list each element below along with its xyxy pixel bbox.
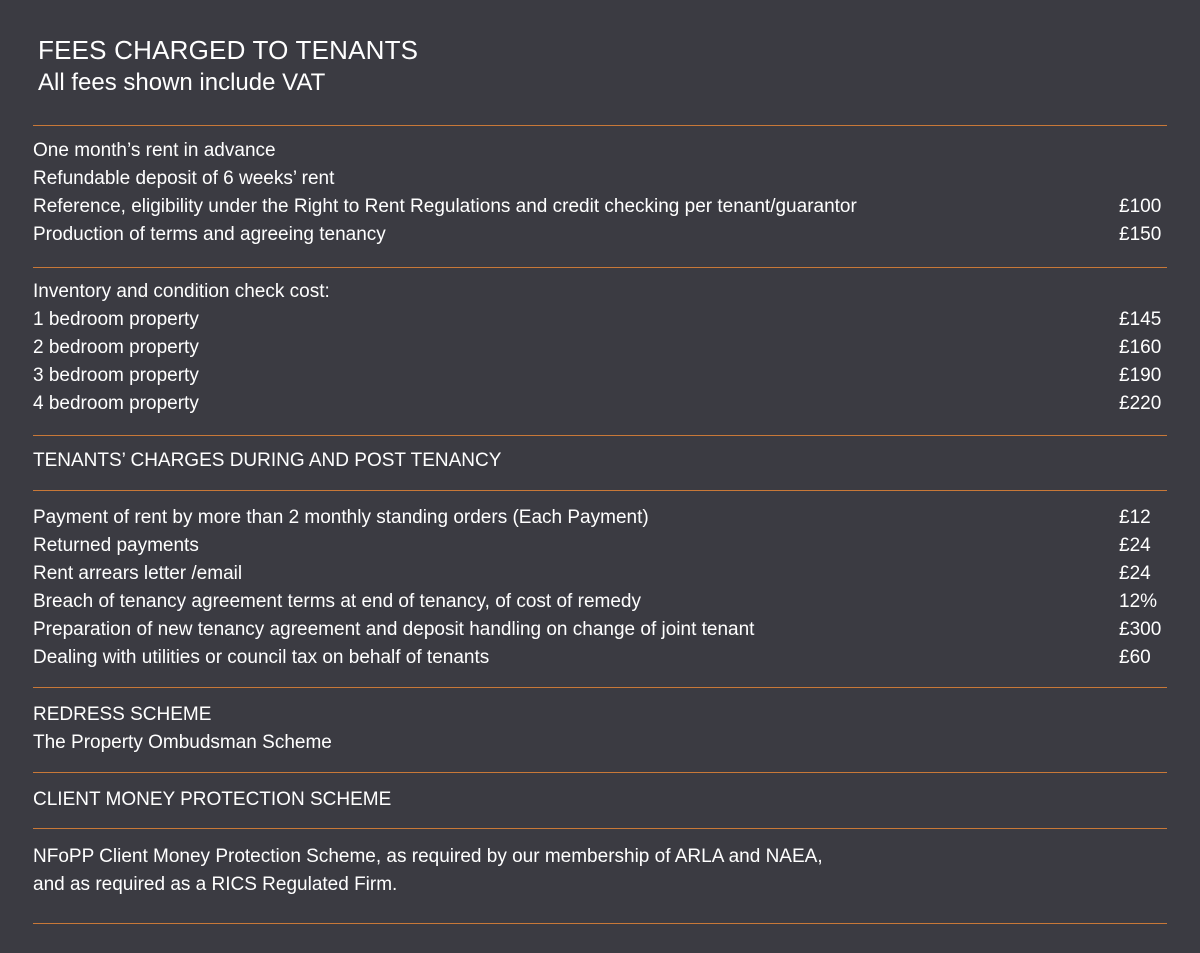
- cmp-text-line: and as required as a RICS Regulated Firm.: [33, 874, 398, 895]
- page-header: [38, 34, 418, 98]
- fee-row: [33, 165, 1163, 193]
- fee-row: [33, 560, 1163, 588]
- inventory-intro: [33, 278, 1163, 306]
- section-heading: REDRESS SCHEME: [33, 704, 212, 725]
- inventory-intro-label: Inventory and condition check cost:: [33, 281, 330, 302]
- fee-label: Dealing with utilities or council tax on behalf of tenants: [33, 647, 490, 668]
- divider: [33, 490, 1167, 491]
- divider: [33, 923, 1167, 924]
- fee-price: £300: [1119, 619, 1162, 640]
- fee-row: [33, 390, 1163, 418]
- section-heading: TENANTS’ CHARGES DURING AND POST TENANCY: [33, 450, 502, 471]
- fee-row: [33, 362, 1163, 390]
- fee-row: [33, 334, 1163, 362]
- fee-row: [33, 193, 1163, 221]
- fee-label: 3 bedroom property: [33, 365, 199, 386]
- fee-label: Rent arrears letter /email: [33, 563, 243, 584]
- page-title: FEES CHARGED TO TENANTS: [38, 35, 419, 65]
- fee-label: 1 bedroom property: [33, 309, 199, 330]
- fee-price: £100: [1119, 196, 1162, 217]
- fee-row: [33, 588, 1163, 616]
- fee-label: Payment of rent by more than 2 monthly standing orders (Each Payment): [33, 507, 649, 528]
- divider: [33, 125, 1167, 126]
- fee-row: [33, 644, 1163, 672]
- divider: [33, 687, 1167, 688]
- divider: [33, 772, 1167, 773]
- fee-row: [33, 306, 1163, 334]
- fee-label: 4 bedroom property: [33, 393, 199, 414]
- redress-scheme-text: The Property Ombudsman Scheme: [33, 732, 332, 753]
- page-subtitle: All fees shown include VAT: [38, 69, 326, 96]
- fee-price: £24: [1119, 535, 1151, 556]
- fee-row: [33, 616, 1163, 644]
- fee-label: One month’s rent in advance: [33, 140, 276, 161]
- fee-price: £160: [1119, 337, 1162, 358]
- fee-row: [33, 221, 1163, 249]
- fee-label: Preparation of new tenancy agreement and deposit handling on change of joint tenant: [33, 619, 755, 640]
- fee-price: £190: [1119, 365, 1162, 386]
- section-heading: CLIENT MONEY PROTECTION SCHEME: [33, 789, 392, 810]
- cmp-text-line: NFoPP Client Money Protection Scheme, as required by our membership of ARLA and NAEA,: [33, 846, 823, 867]
- fee-row: [33, 504, 1163, 532]
- fee-price: £220: [1119, 393, 1162, 414]
- fee-price: 12%: [1119, 591, 1158, 612]
- divider: [33, 435, 1167, 436]
- fee-row: [33, 532, 1163, 560]
- fee-label: Refundable deposit of 6 weeks’ rent: [33, 168, 335, 189]
- fee-price: £60: [1119, 647, 1151, 668]
- divider: [33, 267, 1167, 268]
- divider: [33, 828, 1167, 829]
- fee-label: Reference, eligibility under the Right to Rent Regulations and credit checking per tenant/guarantor: [33, 196, 857, 217]
- fee-label: Returned payments: [33, 535, 199, 556]
- fee-price: £24: [1119, 563, 1151, 584]
- fee-label: 2 bedroom property: [33, 337, 199, 358]
- fee-price: £145: [1119, 309, 1162, 330]
- fee-price: £150: [1119, 224, 1162, 245]
- fee-label: Breach of tenancy agreement terms at end of tenancy, of cost of remedy: [33, 591, 641, 612]
- fee-price: £12: [1119, 507, 1151, 528]
- fee-row: [33, 137, 1163, 165]
- fee-label: Production of terms and agreeing tenancy: [33, 224, 386, 245]
